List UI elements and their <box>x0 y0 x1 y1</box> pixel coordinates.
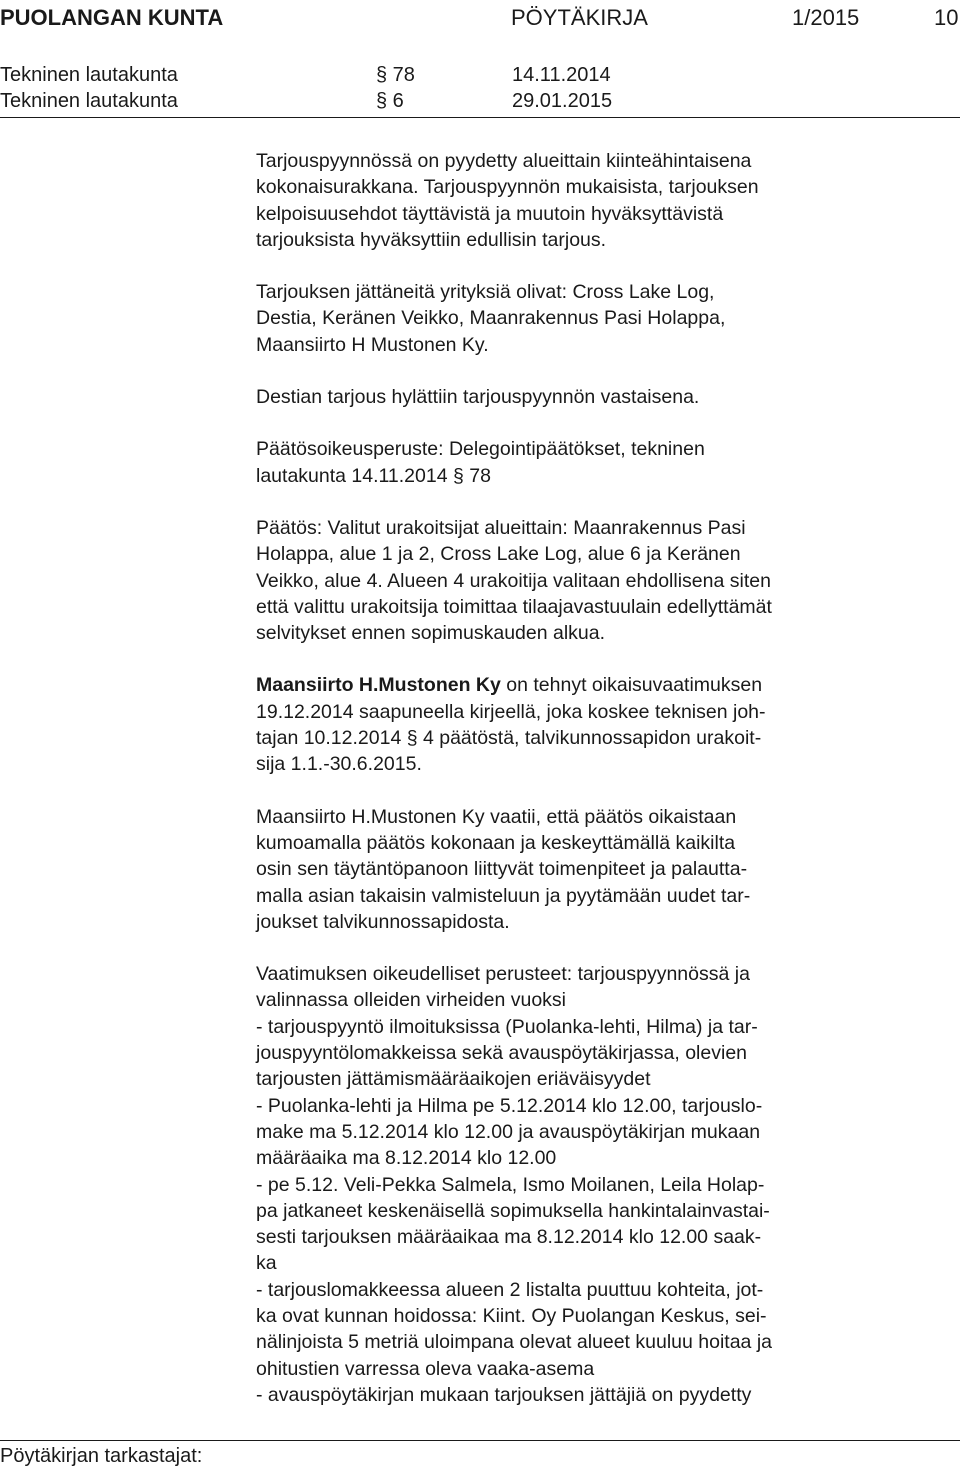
text-line: jouspyyntölomakkeissa sekä avauspöytäkirjassa, olevien <box>256 1042 748 1065</box>
text-line: ka ovat kunnan hoidossa: Kiint. Oy Puolangan Keskus, sei- <box>256 1304 767 1327</box>
text-line: määräaika ma 8.12.2014 klo 12.00 <box>256 1147 557 1170</box>
text-line: sesti tarjouksen määräaikaa ma 8.12.2014 klo 12.00 saak- <box>256 1226 762 1249</box>
text-line: kumoamalla päätös kokonaan ja keskeyttämällä kaikilta <box>256 831 736 854</box>
text-line: ka <box>256 1252 277 1275</box>
text-line: Päätös: Valitut urakoitsijat alueittain: Maanrakennus Pasi <box>256 516 746 539</box>
text-line: tarjouksista hyväksyttiin edullisin tarjous. <box>256 228 607 251</box>
text-line: joukset talvikunnossapidosta. <box>256 910 510 933</box>
text-line: Holappa, alue 1 ja 2, Cross Lake Log, alue 6 ja Keränen <box>256 543 741 566</box>
paragraph-decision <box>256 515 876 646</box>
text-line: kelpoisuusehdot täyttävistä ja muutoin hyväksyttävistä <box>256 202 724 225</box>
footer-reviewers-label: Pöytäkirjan tarkastajat: <box>0 1445 203 1467</box>
organization-name: PUOLANGAN KUNTA <box>0 5 224 30</box>
paragraph-demand <box>256 804 876 935</box>
meeting-1-body: Tekninen lautakunta <box>0 64 178 86</box>
text-line: Veikko, alue 4. Alueen 4 urakoitija valitaan ehdollisena siten <box>256 569 771 592</box>
meeting-1-date: 14.11.2014 <box>512 64 611 86</box>
text-line: make ma 5.12.2014 klo 12.00 ja avauspöytäkirjan mukaan <box>256 1120 761 1143</box>
paragraph-rejection <box>256 384 876 410</box>
text-line: Tarjouspyynnössä on pyydetty alueittain kiinteähintaisena <box>256 150 752 172</box>
text-line: Destian tarjous hylättiin tarjouspyynnön vastaisena. <box>256 386 700 409</box>
text-line: että valittu urakoitsija toimittaa tilaajavastuulain edellyttämät <box>256 595 772 618</box>
header-divider <box>0 117 960 118</box>
text-line: Maansiirto H.Mustonen Ky vaatii, että päätös oikaistaan <box>256 805 737 828</box>
text-line: - tarjouslomakkeessa alueen 2 listalta puuttuu kohteita, jot- <box>256 1278 764 1301</box>
text-line: selvitykset ennen sopimuskauden alkua. <box>256 622 606 645</box>
text-line: - avauspöytäkirjan mukaan tarjouksen jättäjiä on pyydetty <box>256 1383 752 1406</box>
text-line: 19.12.2014 saapuneella kirjeellä, joka koskee teknisen joh- <box>256 700 766 723</box>
text-line: Tarjouksen jättäneitä yrityksiä olivat: Cross Lake Log, <box>256 281 715 304</box>
paragraph-legal-grounds <box>256 961 876 1408</box>
meeting-2-section: § 6 <box>376 90 404 112</box>
paragraph-tender-request <box>256 148 876 253</box>
meeting-1-section: § 78 <box>376 64 415 86</box>
page-number: 10 <box>934 5 959 30</box>
document-type: PÖYTÄKIRJA <box>511 5 648 30</box>
text-line: valinnassa olleiden virheiden vuoksi <box>256 989 567 1012</box>
document-number: 1/2015 <box>792 5 860 30</box>
paragraph-bidders <box>256 279 876 358</box>
text-line: Päätösoikeusperuste: Delegointipäätökset, tekninen <box>256 438 705 461</box>
text-line: nälinjoista 5 metriä uloimpana olevat alueet kuuluu hoitaa ja <box>256 1331 772 1354</box>
text-line: - tarjouspyyntö ilmoituksissa (Puolanka-lehti, Hilma) ja tar- <box>256 1015 758 1038</box>
text-line: - pe 5.12. Veli-Pekka Salmela, Ismo Moilanen, Leila Holap- <box>256 1173 765 1196</box>
text-line: Maansiirto H Mustonen Ky. <box>256 333 489 356</box>
text-fragment: on tehnyt oikaisuvaatimuksen <box>500 674 763 697</box>
text-line: tajan 10.12.2014 § 4 päätöstä, talvikunnossapidon urakoit- <box>256 727 762 750</box>
meeting-2-body: Tekninen lautakunta <box>0 90 178 112</box>
text-line: Vaatimuksen oikeudelliset perusteet: tarjouspyynnössä ja <box>256 963 750 986</box>
text-line: lautakunta 14.11.2014 § 78 <box>256 464 491 487</box>
text-line <box>256 672 876 698</box>
text-line: osin sen täytäntöpanoon liittyvät toimenpiteet ja palautta- <box>256 858 748 881</box>
document-body <box>256 148 876 1408</box>
text-line: sija 1.1.-30.6.2015. <box>256 753 422 776</box>
paragraph-authority <box>256 436 876 489</box>
company-name-bold: Maansiirto H.Mustonen Ky <box>256 674 501 697</box>
meeting-2-date: 29.01.2015 <box>512 90 613 112</box>
text-line: ohitustien varressa oleva vaaka-asema <box>256 1357 595 1380</box>
paragraph-appeal <box>256 672 876 777</box>
text-line: pa jatkaneet keskenäisellä sopimuksella hankintalainvastai- <box>256 1199 770 1222</box>
text-line: tarjousten jättämismääräaikojen eriäväisyydet <box>256 1068 651 1091</box>
footer-divider <box>0 1440 960 1441</box>
text-line: kokonaisurakkana. Tarjouspyynnön mukaisista, tarjouksen <box>256 176 759 199</box>
text-line: - Puolanka-lehti ja Hilma pe 5.12.2014 klo 12.00, tarjouslo- <box>256 1094 763 1117</box>
text-line: Destia, Keränen Veikko, Maanrakennus Pasi Holappa, <box>256 307 726 330</box>
text-line: malla asian takaisin valmisteluun ja pyytämään uudet tar- <box>256 884 751 907</box>
